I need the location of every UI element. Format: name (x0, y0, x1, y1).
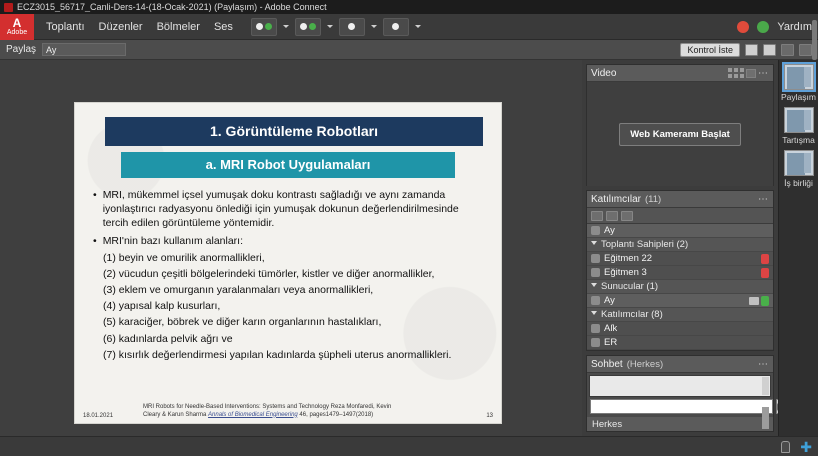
slide-bullet (93, 234, 485, 248)
status-bar-actions (781, 440, 812, 454)
group-label: Toplantı Sahipleri (2) (601, 239, 689, 250)
presenter-only-icon[interactable] (781, 441, 790, 453)
chat-pod-title: Sohbet (591, 358, 623, 370)
status-bar (0, 436, 818, 456)
slide-body (93, 188, 485, 362)
layout-thumb-collaboration[interactable] (784, 150, 814, 176)
video-display-area (587, 82, 773, 186)
layout-region-main (787, 110, 805, 132)
slide-bullet (93, 188, 485, 231)
share-toolbar (0, 40, 818, 60)
adobe-logo-letter: A (12, 16, 22, 30)
chevron-down-icon[interactable] (591, 241, 597, 248)
participant-name: Ay (604, 225, 615, 236)
menu-pods[interactable]: Bölmeler (156, 20, 200, 33)
participants-toolbar (587, 208, 773, 224)
participants-pod-title: Katılımcılar (591, 193, 642, 205)
video-pod-header-icons (728, 68, 769, 79)
video-grid-icon[interactable] (728, 68, 744, 78)
layout-region-bottom (804, 163, 811, 173)
share-label: Paylaş (6, 44, 37, 55)
video-pod (586, 64, 774, 186)
chat-scrollbar[interactable] (762, 377, 769, 395)
grid-icon[interactable] (763, 44, 776, 56)
slide-sub-list (103, 251, 485, 362)
group-label: Sunucular (1) (601, 281, 659, 292)
layout-label-collaboration: İş birliği (784, 178, 813, 188)
chat-pod-menu-icon[interactable]: ⋯ (758, 358, 769, 370)
layout-icon[interactable] (745, 44, 758, 56)
slide-sub-item: (6) kadınlarda pelvik ağrı ve (103, 332, 233, 345)
participants-scrollbar[interactable] (812, 20, 817, 60)
title-bar (0, 0, 818, 14)
maximize-icon[interactable] (757, 21, 769, 33)
camera-button[interactable] (339, 18, 365, 36)
participant-name: Eğitmen 22 (604, 253, 653, 264)
participant-row[interactable] (587, 336, 773, 350)
camera-icon (348, 23, 355, 30)
layout-bar (778, 60, 818, 436)
slide-date: 18.01.2021 (83, 413, 114, 419)
slide-sub-item: (4) yapısal kalp kusurları, (103, 300, 221, 313)
raise-hand-button[interactable] (383, 18, 409, 36)
slide-title-secondary: a. MRI Robot Uygulamaları (121, 152, 455, 178)
layout-region-top (804, 67, 811, 77)
speaker-status-icon (265, 23, 272, 30)
avatar (591, 226, 600, 235)
microphone-icon (300, 23, 307, 30)
participants-pod-menu-icon[interactable]: ⋯ (758, 193, 769, 205)
menu-audio[interactable]: Ses (213, 20, 233, 33)
start-webcam-button[interactable]: Web Kameramı Başlat (619, 123, 741, 146)
layout-region-bottom (804, 77, 811, 87)
slide-citation-line2: Cleary & Karun Sharma (143, 411, 209, 418)
chat-recipient-selector[interactable] (587, 417, 773, 431)
participant-status-icons (761, 254, 769, 264)
raise-hand-icon (392, 23, 399, 30)
bullet-icon: • (93, 189, 97, 201)
avatar (591, 338, 600, 347)
participants-count: (11) (645, 193, 662, 205)
adobe-connect-icon (4, 3, 13, 12)
slide-sub-item: (2) vücudun çeşitli bölgelerindeki tümörler, kistler ve diğer anormallikler, (103, 267, 435, 280)
list-view-icon[interactable] (591, 211, 603, 221)
speaker-button[interactable] (251, 18, 277, 36)
avatar (591, 268, 600, 277)
microphone-button[interactable] (295, 18, 321, 36)
slide-title-primary: 1. Görüntüleme Robotları (105, 117, 483, 146)
speaker-icon (256, 23, 263, 30)
participant-name: Ay (604, 295, 615, 306)
participants-pod (586, 190, 774, 351)
layout-label-sharing: Paylaşım (781, 92, 816, 102)
participant-row[interactable] (587, 266, 773, 280)
chat-recipient-label: Herkes (592, 418, 623, 430)
chat-pod (586, 355, 774, 432)
chat-header-icons (758, 359, 769, 370)
menu-bar (0, 14, 818, 40)
pod-menu-icon[interactable] (799, 44, 812, 56)
chat-messages-area[interactable] (589, 375, 771, 397)
participant-group-attendees[interactable] (587, 308, 773, 322)
window-title: ECZ3015_56717_Canli-Ders-14-(18-Ocak-2021) (Paylaşım) - Adobe Connect (17, 2, 327, 12)
bullet-icon: • (93, 234, 97, 247)
layout-region-top (804, 153, 811, 163)
share-toolbar-right (680, 43, 818, 57)
menu-meeting[interactable]: Toplantı (46, 20, 85, 33)
video-pod-header (587, 65, 773, 82)
participant-row[interactable] (587, 322, 773, 336)
main-area (0, 60, 818, 436)
slide-sub-item: (1) beyin ve omurilik anormallikleri, (103, 251, 265, 264)
menu-toolbar (251, 18, 421, 36)
help-link[interactable]: Yardım (777, 20, 812, 33)
video-fullscreen-icon[interactable] (746, 69, 756, 78)
slide-citation (143, 404, 469, 419)
layout-label-discussion: Tartışma (782, 135, 815, 145)
microphone-muted-icon (761, 254, 769, 264)
fullscreen-icon[interactable] (781, 44, 794, 56)
camera-icon (749, 297, 759, 305)
participant-status-icons (749, 296, 769, 306)
raise-hand-chevron-down-icon[interactable] (415, 25, 421, 28)
share-stage[interactable] (0, 60, 582, 436)
camera-chevron-down-icon[interactable] (371, 25, 377, 28)
slide-page-number: 13 (486, 413, 493, 419)
slide-sub-item: (7) kısırlık değerlendirmesi yapılan kadınlarda şüpheli uterus anormallikleri. (103, 348, 452, 361)
chat-scrollbar-thumb[interactable] (762, 407, 769, 429)
layout-region-bottom (804, 120, 811, 130)
menu-layouts[interactable]: Düzenler (98, 20, 143, 33)
layout-region-main (787, 153, 805, 175)
participants-pod-header (587, 191, 773, 208)
slide-citation-journal[interactable]: Annals of Biomedical Engineering (208, 411, 298, 418)
video-pod-menu-icon[interactable]: ⋯ (758, 67, 769, 79)
shared-slide (74, 102, 502, 424)
slide-citation-line3: 46, pages1479–1497(2018) (297, 411, 374, 418)
participant-status-icons (761, 268, 769, 278)
slide-citation-line1: MRI Robots for Needle-Based Interventions: Systems and Technology Reza Monfaredi, Kevin (143, 404, 392, 410)
share-source-select[interactable]: Ay (42, 43, 126, 56)
adobe-logo-sub: Adobe (6, 29, 28, 36)
microphone-active-icon (761, 296, 769, 306)
avatar (591, 296, 600, 305)
slide-footer (75, 404, 501, 419)
group-label: Katılımcılar (8) (601, 309, 663, 320)
microphone-muted-icon (761, 268, 769, 278)
layout-thumb-discussion[interactable] (784, 107, 814, 133)
layout-region-main (787, 67, 805, 89)
adobe-logo (0, 14, 34, 40)
participant-name: Aſk (604, 323, 618, 334)
participant-row[interactable] (587, 252, 773, 266)
participants-list[interactable] (587, 224, 773, 350)
add-layout-icon[interactable]: ✚ (800, 438, 812, 455)
chat-input[interactable] (590, 399, 773, 414)
status-view-icon[interactable] (606, 211, 618, 221)
microphone-status-icon (309, 23, 316, 30)
chat-pod-header (587, 356, 773, 373)
participants-header-icons (758, 194, 769, 205)
pods-column (582, 60, 778, 436)
slide-sub-item: (3) eklem ve omurganın yaralanmaları veya anormallikleri, (103, 284, 374, 297)
participant-self-row[interactable] (587, 224, 773, 238)
layout-region-top (804, 110, 811, 120)
close-icon[interactable] (737, 21, 749, 33)
slide-sub-item: (5) karaciğer, böbrek ve diğer karın organlarının hastalıkları, (103, 316, 382, 329)
slide-bullet-text: MRI'nin bazı kullanım alanları: (102, 234, 244, 247)
participant-group-hosts[interactable] (587, 238, 773, 252)
chevron-down-icon[interactable] (591, 311, 597, 318)
microphone-chevron-down-icon[interactable] (327, 25, 333, 28)
slide-bullet-text: MRI, mükemmel içsel yumuşak doku kontrastı sağladığı ve aynı zamanda iyonlaştırıcı radyasyonu önlediği için yumuşak dokunun değerlendirilmesinde tercih edilen görüntüleme yöntemidir. (102, 189, 459, 230)
request-control-button[interactable]: Kontrol İste (680, 43, 740, 57)
participant-name: Eğitmen 3 (604, 267, 647, 278)
avatar (591, 324, 600, 333)
chat-scope: (Herkes) (626, 358, 664, 370)
video-pod-title: Video (591, 67, 617, 79)
speaker-chevron-down-icon[interactable] (283, 25, 289, 28)
menu-list (46, 21, 233, 33)
participant-group-presenters[interactable] (587, 280, 773, 294)
layout-thumb-sharing[interactable] (784, 64, 814, 90)
chat-input-row (587, 399, 773, 417)
participant-name: ER (604, 337, 618, 348)
window-controls (737, 21, 818, 33)
sort-icon[interactable] (621, 211, 633, 221)
participant-row[interactable] (587, 294, 773, 308)
avatar (591, 254, 600, 263)
chevron-down-icon[interactable] (591, 283, 597, 290)
